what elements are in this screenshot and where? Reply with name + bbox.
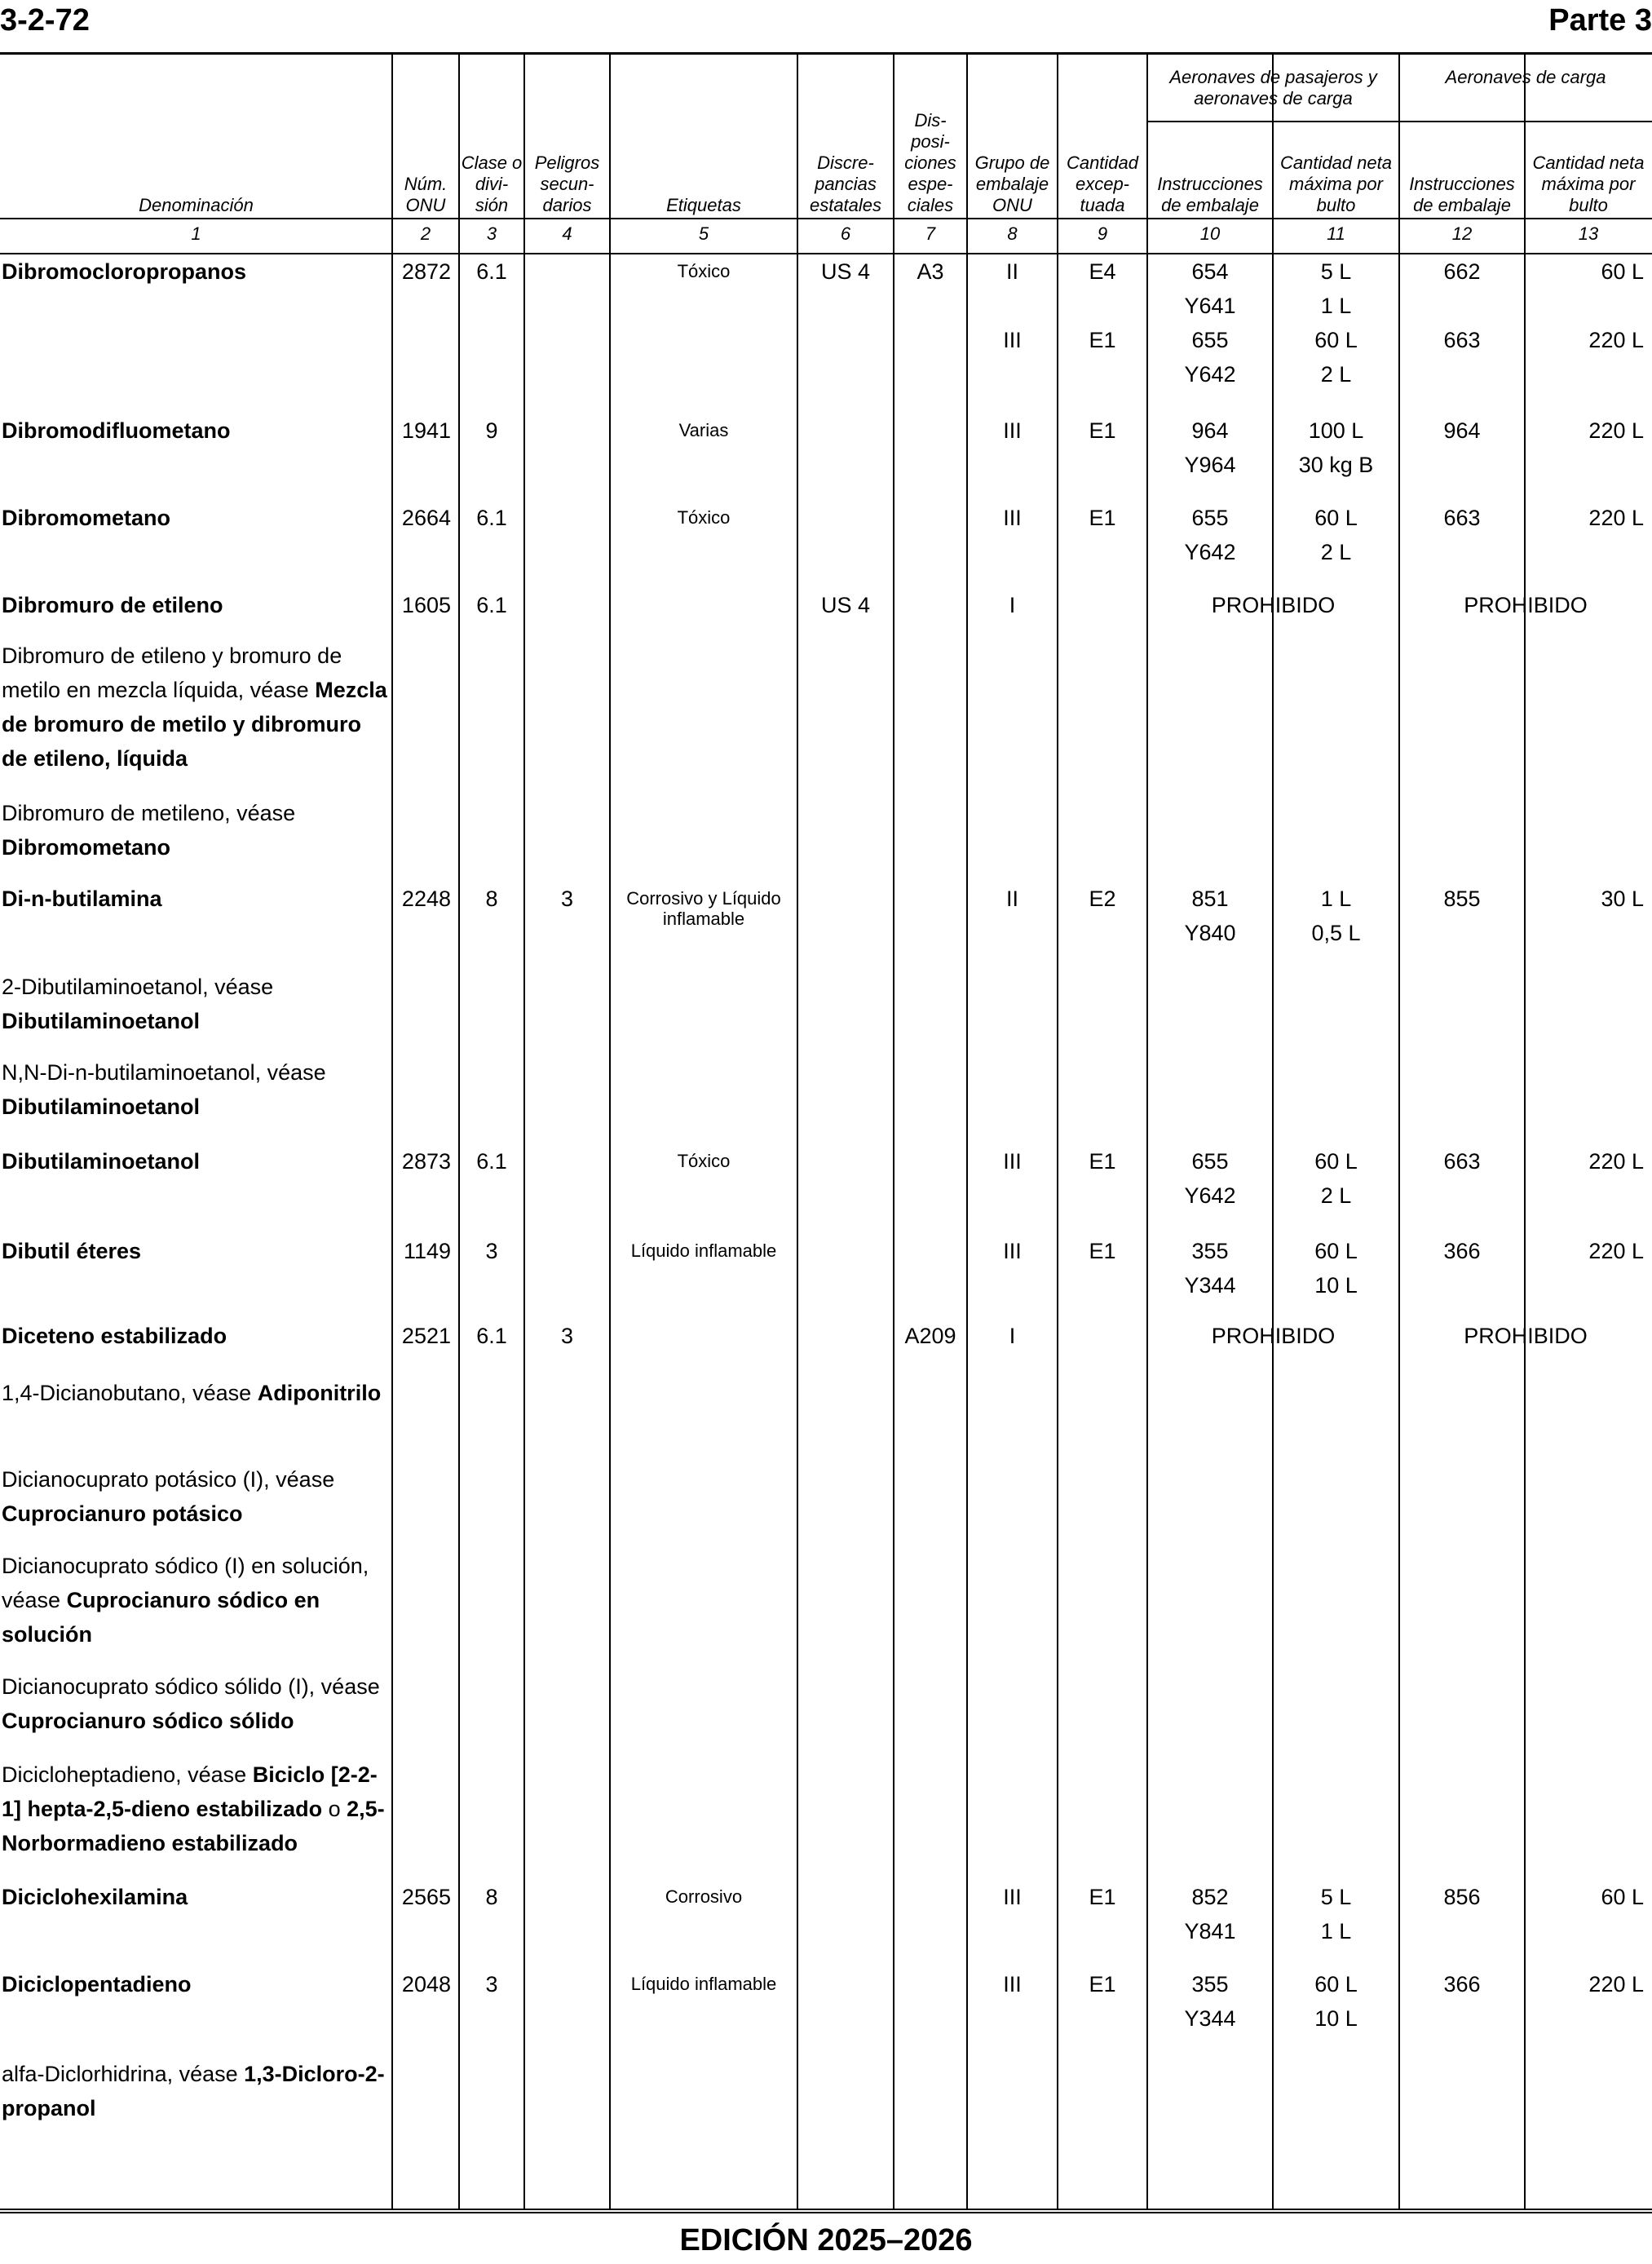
see-target: Cuprocianuro potásico xyxy=(2,1501,243,1526)
see-target: Cuprocianuro sódico sólido xyxy=(2,1709,294,1733)
hazard-class: 6.1 xyxy=(476,1149,507,1174)
see-target: Adiponitrilo xyxy=(257,1381,382,1405)
passenger-packing-instruction: Y344 xyxy=(1184,1273,1236,1298)
column-header-2: Núm. ONU xyxy=(404,174,448,215)
column-number-10: 10 xyxy=(1199,223,1221,244)
passenger-max-quantity: 60 L xyxy=(1314,1239,1358,1263)
un-number: 1149 xyxy=(403,1239,451,1263)
substance-name: Dibutilaminoetanol xyxy=(2,1149,200,1174)
packing-group: III xyxy=(1003,328,1022,352)
prohibited-passenger: PROHIBIDO xyxy=(1211,1324,1336,1348)
un-number: 2664 xyxy=(401,506,451,530)
cargo-max-quantity: 220 L xyxy=(1588,328,1644,352)
part-title: Parte 3 xyxy=(1548,3,1652,38)
excepted-quantity: E2 xyxy=(1089,887,1116,911)
cargo-max-quantity: 220 L xyxy=(1588,418,1644,443)
column-number-13: 13 xyxy=(1578,223,1599,244)
passenger-packing-instruction: Y840 xyxy=(1184,921,1236,945)
passenger-max-quantity: 2 L xyxy=(1320,362,1352,387)
excepted-quantity: E1 xyxy=(1089,1149,1116,1174)
packing-group: III xyxy=(1003,418,1022,443)
passenger-max-quantity: 10 L xyxy=(1314,1273,1358,1298)
column-header-9: Cantidad excep- tuada xyxy=(1066,153,1139,215)
see-text: o xyxy=(322,1797,347,1821)
cargo-max-quantity: 220 L xyxy=(1588,1972,1644,1996)
page-number: 3-2-72 xyxy=(0,3,90,38)
column-header-7: Dis- posi- ciones espe- ciales xyxy=(904,110,956,215)
passenger-max-quantity: 60 L xyxy=(1314,1149,1358,1174)
column-header-5: Etiquetas xyxy=(666,195,741,215)
see-text: Dibromuro de metileno, véase xyxy=(2,801,296,825)
substance-name: Dibromocloropropanos xyxy=(2,259,247,284)
prohibited-cargo: PROHIBIDO xyxy=(1464,1324,1588,1348)
see-target: Biciclo [2-2-1] hepta-2,5-dieno estabilizado xyxy=(2,1762,378,1821)
see-target: Dibromometano xyxy=(2,835,171,860)
see-text: Dicicloheptadieno, véase xyxy=(2,1762,253,1787)
passenger-packing-instruction: Y841 xyxy=(1184,1919,1236,1943)
packing-group: III xyxy=(1003,1149,1022,1174)
hazard-label: Líquido inflamable xyxy=(630,1974,777,1994)
hazard-label: Varias xyxy=(678,420,729,440)
excepted-quantity: E1 xyxy=(1089,418,1116,443)
special-provision: A209 xyxy=(904,1324,956,1348)
column-number-3: 3 xyxy=(486,223,497,244)
see-text: Dibromuro de etileno y bromuro de metilo en mezcla líquida, véase xyxy=(2,643,342,702)
column-header-12: Instrucciones de embalaje xyxy=(1409,174,1515,215)
see-text: N,N-Di-n-butilaminoetanol, véase xyxy=(2,1060,326,1085)
state-variation: US 4 xyxy=(820,593,871,617)
un-number: 1941 xyxy=(401,418,451,443)
top-rule xyxy=(0,52,1652,55)
cargo-packing-instruction: 663 xyxy=(1443,1149,1481,1174)
packing-group: II xyxy=(1005,887,1018,911)
passenger-max-quantity: 60 L xyxy=(1314,1972,1358,1996)
passenger-packing-instruction: Y642 xyxy=(1184,540,1236,564)
passenger-max-quantity: 1 L xyxy=(1320,887,1352,911)
passenger-max-quantity: 0,5 L xyxy=(1311,921,1361,945)
passenger-packing-instruction: 852 xyxy=(1191,1885,1229,1909)
see-text: alfa-Diclorhidrina, véase xyxy=(2,2062,245,2086)
bottom-rule xyxy=(0,2212,1652,2213)
see-target: Dibutilaminoetanol xyxy=(2,1009,200,1033)
column-number-5: 5 xyxy=(698,223,709,244)
see-reference xyxy=(2,970,391,1038)
column-number-4: 4 xyxy=(562,223,572,244)
packing-group: III xyxy=(1003,506,1022,530)
hazard-class: 8 xyxy=(485,887,498,911)
column-number-7: 7 xyxy=(925,223,936,244)
state-variation: US 4 xyxy=(820,259,871,284)
hazard-class: 8 xyxy=(485,1885,498,1909)
substance-name: Dibutil éteres xyxy=(2,1239,142,1263)
passenger-max-quantity: 100 L xyxy=(1308,418,1364,443)
hazard-label: Tóxico xyxy=(677,261,731,281)
hazard-label: Tóxico xyxy=(677,1151,731,1171)
see-text: Dicianocuprato potásico (I), véase xyxy=(2,1467,335,1492)
see-reference xyxy=(2,1669,391,1738)
see-reference xyxy=(2,639,391,776)
cargo-packing-instruction: 366 xyxy=(1443,1972,1481,1996)
packing-group: I xyxy=(1009,1324,1016,1348)
packing-group: III xyxy=(1003,1972,1022,1996)
cargo-max-quantity: 220 L xyxy=(1588,506,1644,530)
column-number-9: 9 xyxy=(1097,223,1108,244)
subsidiary-hazard: 3 xyxy=(560,1324,574,1348)
substance-name: Di-n-butilamina xyxy=(2,887,162,911)
column-header-13: Cantidad neta máxima por bulto xyxy=(1532,153,1645,215)
column-header-1: Denominación xyxy=(139,195,254,215)
cargo-packing-instruction: 663 xyxy=(1443,506,1481,530)
passenger-packing-instruction: 851 xyxy=(1191,887,1229,911)
cargo-max-quantity: 60 L xyxy=(1601,259,1644,284)
see-target: Cuprocianuro sódico en solución xyxy=(2,1588,320,1647)
see-text: Dicianocuprato sódico (I) en solución, véase xyxy=(2,1554,369,1612)
passenger-packing-instruction: Y641 xyxy=(1184,294,1236,318)
header-rule xyxy=(0,218,1652,219)
packing-group: III xyxy=(1003,1885,1022,1909)
un-number: 2872 xyxy=(401,259,451,284)
column-number-12: 12 xyxy=(1451,223,1473,244)
passenger-packing-instruction: 655 xyxy=(1191,1149,1229,1174)
column-number-8: 8 xyxy=(1007,223,1018,244)
column-header-3: Clase o divi- sión xyxy=(461,153,523,215)
substance-name: Diciclohexilamina xyxy=(2,1885,188,1909)
column-header-10: Instrucciones de embalaje xyxy=(1157,174,1263,215)
passenger-max-quantity: 2 L xyxy=(1320,1183,1352,1208)
passenger-packing-instruction: 964 xyxy=(1191,418,1229,443)
excepted-quantity: E1 xyxy=(1089,328,1116,352)
substance-name: Diceteno estabilizado xyxy=(2,1324,227,1348)
packing-group: I xyxy=(1009,593,1016,617)
group-header-passenger: Aeronaves de pasajeros y aeronaves de carga xyxy=(1169,67,1377,108)
excepted-quantity: E1 xyxy=(1089,1972,1116,1996)
hazard-class: 6.1 xyxy=(476,1324,507,1348)
group-header-rule xyxy=(1147,121,1652,122)
un-number: 2565 xyxy=(401,1885,451,1909)
see-reference xyxy=(2,1462,391,1531)
prohibited-cargo: PROHIBIDO xyxy=(1464,593,1588,617)
un-number: 2521 xyxy=(401,1324,451,1348)
excepted-quantity: E1 xyxy=(1089,1885,1116,1909)
see-target: 1,3-Dicloro-2-propanol xyxy=(2,2062,385,2120)
column-divider xyxy=(609,55,611,2209)
cargo-packing-instruction: 855 xyxy=(1443,887,1481,911)
prohibited-passenger: PROHIBIDO xyxy=(1211,593,1336,617)
hazard-class: 9 xyxy=(485,418,498,443)
cargo-packing-instruction: 366 xyxy=(1443,1239,1481,1263)
passenger-max-quantity: 2 L xyxy=(1320,540,1352,564)
passenger-max-quantity: 60 L xyxy=(1314,328,1358,352)
see-target: 2,5-Norbormadieno estabilizado xyxy=(2,1797,385,1855)
column-divider xyxy=(893,55,894,2209)
passenger-packing-instruction: 654 xyxy=(1191,259,1229,284)
passenger-max-quantity: 60 L xyxy=(1314,506,1358,530)
cargo-max-quantity: 220 L xyxy=(1588,1149,1644,1174)
passenger-max-quantity: 5 L xyxy=(1320,1885,1352,1909)
excepted-quantity: E1 xyxy=(1089,1239,1116,1263)
edition-footer: EDICIÓN 2025–2026 xyxy=(679,2223,973,2257)
substance-name: Diciclopentadieno xyxy=(2,1972,192,1996)
column-number-2: 2 xyxy=(420,223,431,244)
column-number-1: 1 xyxy=(191,223,201,244)
see-text: 2-Dibutilaminoetanol, véase xyxy=(2,975,274,999)
cargo-packing-instruction: 663 xyxy=(1443,328,1481,352)
un-number: 2048 xyxy=(401,1972,451,1996)
passenger-max-quantity: 30 kg B xyxy=(1298,453,1374,477)
un-number: 2248 xyxy=(401,887,451,911)
hazard-class: 6.1 xyxy=(476,506,507,530)
column-divider xyxy=(797,55,798,2209)
see-reference xyxy=(2,2057,391,2125)
see-target: Mezcla de bromuro de metilo y dibromuro de etileno, líquida xyxy=(2,678,387,771)
hazard-class: 3 xyxy=(485,1972,498,1996)
un-number: 2873 xyxy=(401,1149,451,1174)
hazard-label: Corrosivo xyxy=(665,1886,743,1907)
cargo-max-quantity: 60 L xyxy=(1601,1885,1644,1909)
special-provision: A3 xyxy=(917,259,944,284)
column-header-11: Cantidad neta máxima por bulto xyxy=(1280,153,1392,215)
hazard-class: 6.1 xyxy=(476,259,507,284)
passenger-packing-instruction: 655 xyxy=(1191,328,1229,352)
see-target: Dibutilaminoetanol xyxy=(2,1094,200,1119)
excepted-quantity: E4 xyxy=(1089,259,1116,284)
substance-name: Dibromodifluometano xyxy=(2,418,231,443)
cargo-packing-instruction: 856 xyxy=(1443,1885,1481,1909)
passenger-packing-instruction: 655 xyxy=(1191,506,1229,530)
passenger-packing-instruction: Y642 xyxy=(1184,1183,1236,1208)
see-reference xyxy=(2,796,391,864)
passenger-packing-instruction: 355 xyxy=(1191,1972,1229,1996)
passenger-max-quantity: 1 L xyxy=(1320,294,1352,318)
passenger-max-quantity: 1 L xyxy=(1320,1919,1352,1943)
passenger-max-quantity: 5 L xyxy=(1320,259,1352,284)
substance-name: Dibromometano xyxy=(2,506,171,530)
un-number: 1605 xyxy=(401,593,451,617)
see-text: Dicianocuprato sódico sólido (I), véase xyxy=(2,1674,380,1699)
cargo-max-quantity: 220 L xyxy=(1588,1239,1644,1263)
passenger-packing-instruction: Y964 xyxy=(1184,453,1236,477)
table-end-rule xyxy=(0,2209,1652,2210)
see-reference xyxy=(2,1055,391,1124)
column-number-11: 11 xyxy=(1327,223,1345,244)
passenger-packing-instruction: 355 xyxy=(1191,1239,1229,1263)
see-reference xyxy=(2,1549,391,1652)
see-reference xyxy=(2,1758,391,1860)
see-reference xyxy=(2,1376,391,1410)
cargo-packing-instruction: 662 xyxy=(1443,259,1481,284)
packing-group: II xyxy=(1005,259,1018,284)
hazard-label: Líquido inflamable xyxy=(630,1240,777,1261)
hazard-class: 3 xyxy=(485,1239,498,1263)
column-header-4: Peligros secun- darios xyxy=(534,153,600,215)
hazard-class: 6.1 xyxy=(476,593,507,617)
hazard-label: Tóxico xyxy=(677,507,731,528)
subsidiary-hazard: 3 xyxy=(560,887,574,911)
cargo-max-quantity: 30 L xyxy=(1601,887,1644,911)
passenger-packing-instruction: Y344 xyxy=(1184,2006,1236,2031)
hazard-label: Corrosivo y Líquido inflamable xyxy=(626,888,781,929)
cargo-packing-instruction: 964 xyxy=(1443,418,1481,443)
excepted-quantity: E1 xyxy=(1089,506,1116,530)
substance-name: Dibromuro de etileno xyxy=(2,593,223,617)
passenger-max-quantity: 10 L xyxy=(1314,2006,1358,2031)
group-header-cargo: Aeronaves de carga xyxy=(1445,67,1606,87)
column-header-8: Grupo de embalaje ONU xyxy=(974,153,1050,215)
see-text: 1,4-Dicianobutano, véase xyxy=(2,1381,258,1405)
column-header-6: Discre- pancias estatales xyxy=(809,153,882,215)
column-number-6: 6 xyxy=(840,223,851,244)
passenger-packing-instruction: Y642 xyxy=(1184,362,1236,387)
packing-group: III xyxy=(1003,1239,1022,1263)
